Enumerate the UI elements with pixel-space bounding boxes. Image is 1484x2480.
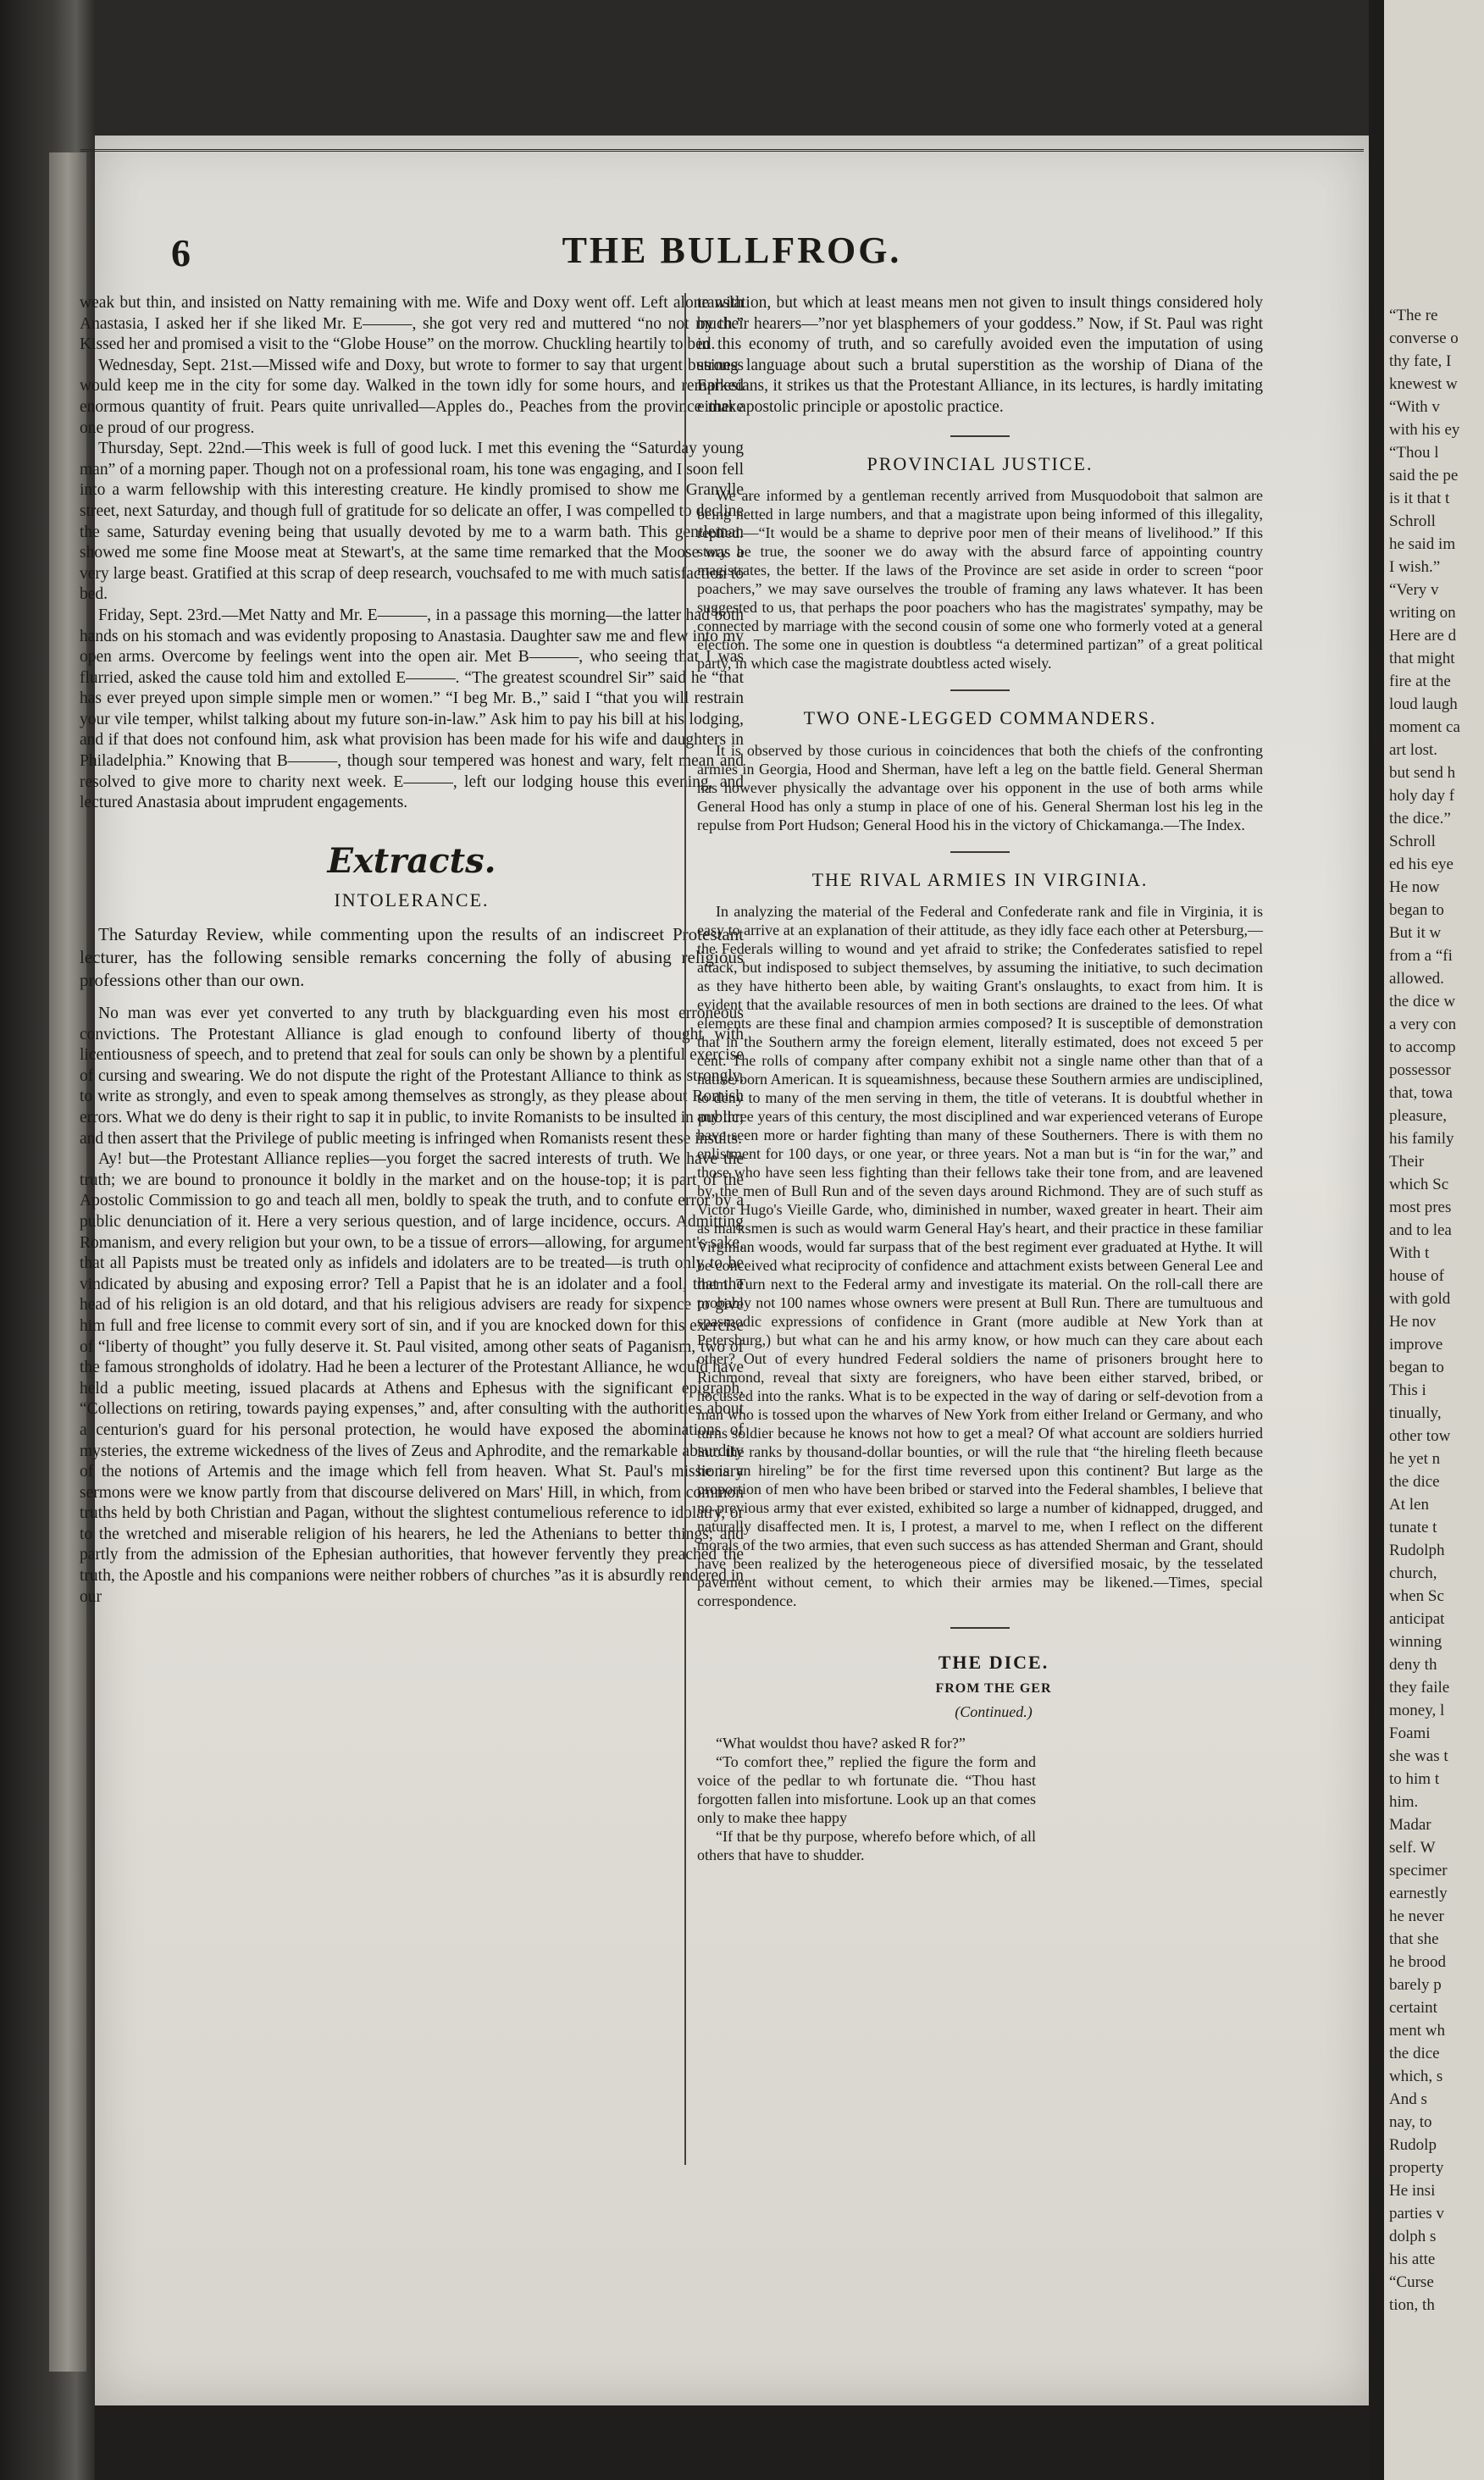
adjacent-page-fragment: tinually, <box>1389 1404 1442 1422</box>
adjacent-page-fragment: ment wh <box>1389 2022 1445 2040</box>
adjacent-page-fragment: money, l <box>1389 1702 1445 1719</box>
adjacent-page-fragment: to him t <box>1389 1770 1440 1788</box>
adjacent-page-fragment: thy fate, I <box>1389 352 1452 370</box>
adjacent-page-fragment: the dice <box>1389 1473 1440 1491</box>
column-divider <box>684 293 686 2165</box>
adjacent-page-fragment: most pres <box>1389 1198 1452 1216</box>
adjacent-page-fragment: Schroll <box>1389 512 1436 530</box>
adjacent-page-fragment: “With v <box>1389 398 1440 416</box>
adjacent-page-fragment: a very con <box>1389 1016 1457 1033</box>
dice-paragraph: “What wouldst thou have? asked R for?” <box>716 1735 966 1752</box>
adjacent-page-fragment: Their <box>1389 1153 1425 1171</box>
adjacent-page-fragment: the dice w <box>1389 993 1456 1010</box>
adjacent-page-fragment: I wish.” <box>1389 558 1441 576</box>
intolerance-paragraph: No man was ever yet converted to any truth by blackguarding even his most erroneous convictions. The Protestant Alliance is glad enough to confound liberty of thought with licentiousness of speech, and to pretend that zeal for souls can only be shown by a plentiful exercise of cursing and swearing. We do not dispute the right of the Protestant Alliance to think as strongly, to write as strongly, and even to speak among themselves as strongly, as they please about Romish errors. What we do deny is their right to sap it in public, to invite Romanists to be insulted in public; and then assert that the Privilege of public meeting is infringed when Romanists resent these insults. <box>80 1005 744 1148</box>
adjacent-page-fragment: deny th <box>1389 1656 1437 1674</box>
intolerance-headline: INTOLERANCE. <box>334 889 490 911</box>
adjacent-page-fragment: allowed. <box>1389 970 1444 988</box>
separator-rule <box>950 689 1010 691</box>
continuation-paragraph: translation, but which at least means men not given to insult things considered holy by their hearers—”nor yet blasphemers of your goddess.” Now, if St. Paul was right in this economy of truth, and so carefully avoided even the imputation of using strong language about such a brutal superstition as the worship of Diana of the Ephesians, it strikes us that the Protestant Alliance, in its lectures, is hardly imitating either apostolic principle or apostolic practice. <box>697 294 1263 416</box>
left-column <box>80 293 744 1608</box>
intolerance-intro: The Saturday Review, while commenting upon the results of an indiscreet Protestant lecturer, has the following sensible remarks concerning the folly of abusing religious professions other than our own. <box>80 924 744 991</box>
adjacent-page-fragment: other tow <box>1389 1427 1451 1445</box>
adjacent-page-fragment: they faile <box>1389 1679 1450 1697</box>
adjacent-page-fragment: his atte <box>1389 2250 1436 2268</box>
adjacent-page-fragment: which, s <box>1389 2068 1443 2085</box>
adjacent-page-fragment: from a “fi <box>1389 947 1453 965</box>
separator-rule <box>950 435 1010 437</box>
adjacent-page-fragment: anticipat <box>1389 1610 1445 1628</box>
adjacent-page-fragment: that might <box>1389 650 1455 667</box>
armies-headline: THE RIVAL ARMIES IN VIRGINIA. <box>811 868 1149 890</box>
adjacent-page-fragment: Schroll <box>1389 833 1436 850</box>
adjacent-page-fragment: Rudolph <box>1389 1542 1445 1559</box>
commanders-text: It is observed by those curious in coincidences that both the chiefs of the confronting armies in Georgia, Hood and Sherman, have left a leg on the battle field. General Sherman has however physically the advantage over his opponent in the use of both arms while General Hood has only a stump in place of one of his. General Sherman lost his leg in the repulse from Port Hudson; General Hood his in the victory of Chickamanga.—The Index. <box>697 741 1263 833</box>
adjacent-page-fragment: he never <box>1389 1907 1444 1925</box>
adjacent-page-fragment: knewest w <box>1389 375 1458 393</box>
adjacent-page-fragment: specimer <box>1389 1862 1448 1879</box>
dice-paragraph: “To comfort thee,” replied the figure the form and voice of the pedlar to wh fortunate die. “Thou hast forgotten fallen into misfortune. Look up an that comes only to make thee happy <box>697 1753 1036 1827</box>
adjacent-page-fragment: With t <box>1389 1244 1430 1262</box>
adjacent-page-fragment: earnestly <box>1389 1885 1448 1902</box>
adjacent-page-fragment: This i <box>1389 1381 1426 1399</box>
adjacent-page-fragment: and to lea <box>1389 1221 1452 1239</box>
adjacent-page-fragment: when Sc <box>1389 1587 1444 1605</box>
diary-paragraph: Friday, Sept. 23rd.—Met Natty and Mr. E———, in a passage this morning—the latter had both hands on his stomach and was evidently proposing to Anastasia. Daughter saw me and flew into my open arms. Overcome by feelings went into the open air. Met B———, who seeing that I was flurried, asked the cause told him and extolled E———. “The greatest scoundrel Sir” said he “that has ever preyed upon simple simple men or women.” “I beg Mr. B.,” said I “that you will restrain your vile temper, whilst talking about my future son-in-law.” Ask him to pay his bill at his lodging, and if that does not confound him, ask what provision has been made for his wife and daughters in Philadelphia.” Knowing that B———, though sour tempered was honest and wary, felt mean and resolved to give more to charity next week. E———, left our lodging house this evening, and lectured Anastasia about imprudent engagements. <box>80 606 744 812</box>
adjacent-page <box>1369 0 1484 2480</box>
adjacent-page-fragment: he yet n <box>1389 1450 1441 1468</box>
adjacent-page-fragment: but send h <box>1389 764 1456 782</box>
provincial-justice-headline: PROVINCIAL JUSTICE. <box>867 452 1094 474</box>
adjacent-page-fragment: pleasure, <box>1389 1107 1448 1125</box>
diary-paragraph: weak but thin, and insisted on Natty remaining with me. Wife and Doxy went off. Left alone with Anastasia, I asked her if she liked Mr. E———, she got very red and muttered “no not much.” Kissed her and promised a visit to the “Globe House” on the morrow. Chuckling heartily to bed. <box>80 294 744 354</box>
adjacent-page-fragment: improve <box>1389 1336 1443 1353</box>
masthead <box>95 229 1369 280</box>
adjacent-page-fragment: is it that t <box>1389 490 1450 507</box>
adjacent-page-fragment: he brood <box>1389 1953 1447 1971</box>
dice-continued: (Continued.) <box>955 1702 1033 1720</box>
adjacent-page-fragment: converse o <box>1389 329 1459 347</box>
adjacent-page-fragment: began to <box>1389 901 1444 919</box>
dice-text <box>697 1734 1036 1864</box>
adjacent-page-fragment: church, <box>1389 1564 1437 1582</box>
dice-paragraph: “If that be thy purpose, wherefo before which, of all others that have to shudder. <box>697 1828 1036 1864</box>
adjacent-page-fragment: And s <box>1389 2090 1427 2108</box>
adjacent-page-fragment: “Very v <box>1389 581 1439 599</box>
masthead-rule <box>80 149 1364 152</box>
adjacent-page-fragment: to accomp <box>1389 1038 1456 1056</box>
adjacent-page-fragment: He insi <box>1389 2182 1436 2200</box>
adjacent-page-fragment: which Sc <box>1389 1176 1449 1193</box>
diary-paragraph: Wednesday, Sept. 21st.—Missed wife and Doxy, but wrote to former to say that urgent business would keep me in the city for some day. Walked in the town idly for some hours, and remarked enormous quantity of fruit. Pears quite unrivalled—Apples do., Peaches from the province make one proud of our progress. <box>80 356 744 437</box>
intolerance-paragraph: Ay! but—the Protestant Alliance replies—you forget the sacred interests of truth. We have the truth; we are bound to pronounce it boldly in the market and on the house-top; it is part of the Apostolic Commission to go and teach all men, boldly to speak the truth, and to confute error by a public denunciation of it. Here a very serious question, and of large incidence, occurs. Admitting Romanism, and every religion but your own, to be a tissue of errors—allowing, for argument's sake, that all Papists must be treated only as infidels and idolaters are to be treated—is truth only to be vindicated by abusing and exposing error? Tell a Papist that he is an idolater and a fool, that the head of his religion is an old dotard, and that his religious advisers are ready for sixpence to give him full and free license to commit every sort of sin, and if you are knocked down for this exercise of “liberty of thought” you fully deserve it. St. Paul visited, among other seats of Paganism, two of the famous strongholds of idolatry. Had he been a lecturer of the Protestant Alliance, he would have held a public meeting, issued placards at Athens and Ephesus with the significant epigraph, “Collections on retiring, towards paying expenses,” and, after consulting with the authorities about a centurion's guard for his personal protection, he would have exposed the abominations of mysteries, the extreme wickedness of the lives of Zeus and Aphrodite, and the remarkable absurdity of the notions of Artemis and the image which fell from heaven. What St. Paul's missionary sermons were we know partly from that discourse delivered on Mars' Hill, in which, from common truths held by both Christian and Pagan, without the slightest contumelious reference to idolatry, or to the wretched and miserable religion of his hearers, he led the Athenians to better things; and partly from the admission of the Ephesian authorities, that however fervently they preached the truth, the Apostle and his companions were neither robbers of churches ”as it is absurdly rendered in our <box>80 1150 744 1606</box>
adjacent-page-fragment: self. W <box>1389 1839 1436 1857</box>
adjacent-page-fragment: Rudolp <box>1389 2136 1437 2154</box>
adjacent-page-fragment: “Curse <box>1389 2273 1434 2291</box>
adjacent-page-fragment: nay, to <box>1389 2113 1432 2131</box>
armies-text: In analyzing the material of the Federal and Confederate rank and file in Virginia, it is easy to arrive at an explanation of their attitude, as they idly face each other at Petersburg,—the Federals willing to wound and yet afraid to strike; the Confederates satisfied to repel attack, but indisposed to subject themselves, by assuming the initiative, to such decimation as they have hitherto been able, by waiting Grant's onslaughts, to exact from him. It is evident that the available resources of men in both sections are drained to the lees. Of what elements are these final and champion armies composed? It is susceptible of demonstration that in the Southern army the foreign element, literally estimated, does not exceed 5 per cent. The rolls of company after company exhibit not a single name other than that of a native-born American. It is squeamishness, because these Southern armies are undisciplined, to deny to many of the men serving in them, the title of veterans. It is doubtful whether in any three years of this century, the most disciplined and war experienced veterans of Europe have seen more or harder fighting than many of these Southerners. There is with them no enlistment for 100 days, or one year, or three years. Not a man but is “in for the war,” and those who have seen less fighting than their fellows take their tone from, and are leavened by, the men of Bull Run and of the seven days around Richmond. They are of such stuff as Victor Hugo's Vieille Garde, who, diminished in number, waxed greater in heart. Their aim as marksmen is such as would warm General Hay's heart, and their practice in these familiar Virginian woods, would far surpass that of the best regiment ever graduated at Hythe. It will be conceived what reciprocity of confidence and attachment exists between General Lee and them. Turn next to the Federal army and investigate its material. On the roll-call there are probably not 100 names whose owners were present at Bull Run. There are tumultuous and spasmodic expressions of confidence in Grant (more audible at New York than at Petersburg,) but what can he and his army know, or how much can they care about each other? Out of every hundred Federal soldiers the name of prisoners brought here to Richmond, reveal that sixty are foreigners, who have been either starved, bribed, or hocussed into the ranks. What is to be expected in the way of daring or self-devotion from a man who is tossed upon the wharves of New York from either Ireland or Germany, and who turns soldier because he knows not how to get a meal? Of what account are soldiers hurried into the ranks by thousand-dollar bounties, or will the rule that “the hireling fleeth because he is an hireling” be for the first time reversed upon this continent? But large as the proportion of men who have been bribed or starved into the Federal shambles, I believe that no previous army that ever existed, exhibited so large a number of kidnapped, drugged, and naturally disaffected men. It is, I protest, a marvel to me, when I reflect on the different morals of the two armies, that even such success as has attended Sherman and Grant, should have been realized by the heterogeneous piece of diversified mosaic, by the tesselated pavement without cement, to which their armies may be likened.—Times, special correspondence. <box>697 903 1263 1610</box>
adjacent-page-fragment: holy day f <box>1389 787 1455 805</box>
adjacent-page-fragment: the dice.” <box>1389 810 1451 828</box>
adjacent-page-fragment: winning <box>1389 1633 1442 1651</box>
adjacent-page-fragment: him. <box>1389 1793 1419 1811</box>
adjacent-page-fragment: art lost. <box>1389 741 1437 759</box>
adjacent-page-fragment: he said im <box>1389 535 1456 553</box>
adjacent-page-fragment: He nov <box>1389 1313 1437 1331</box>
adjacent-page-fragment: tion, th <box>1389 2296 1435 2314</box>
diary-paragraph: Thursday, Sept. 22nd.—This week is full of good luck. I met this evening the “Saturday young man” of a morning paper. Though not on a professional roam, his tone was engaging, and I soon fell into a warm fellowship with this interesting creature. He kindly promised to show me Granvlle street, next Saturday, and though full of gratitude for so delicate an offer, I was compelled to decline the same, Saturday evening being that usually devoted by me to a warm bath. This gentleman showed me some fine Moose meat at Stewart's, at the same time remarked that the Moose was a very large beast. Gratified at this scrap of deep research, vouchsafed to me with much satisfaction to bed. <box>80 440 744 604</box>
adjacent-page-fragment: with his ey <box>1389 421 1460 439</box>
dice-subhead: FROM THE GER <box>935 1680 1052 1696</box>
dice-story <box>824 1652 1163 1722</box>
adjacent-page-fragment: the dice <box>1389 2045 1440 2062</box>
extracts-section-title: Extracts. <box>327 840 496 881</box>
adjacent-page-fragment: Madar <box>1389 1816 1431 1834</box>
commanders-headline: TWO ONE-LEGGED COMMANDERS. <box>803 707 1157 729</box>
right-column <box>697 293 1263 1864</box>
adjacent-page-fragment: barely p <box>1389 1976 1442 1994</box>
adjacent-page-fragment: fire at the <box>1389 673 1451 690</box>
adjacent-page-fragment: moment ca <box>1389 718 1460 736</box>
adjacent-page-fragment: writing on <box>1389 604 1456 622</box>
adjacent-page-fragment: loud laugh <box>1389 695 1458 713</box>
adjacent-page-fragment: ed his eye <box>1389 855 1454 873</box>
adjacent-page-fragment: At len <box>1389 1496 1429 1514</box>
separator-rule <box>950 1627 1010 1629</box>
page-number: 6 <box>171 231 191 274</box>
adjacent-page-fragment: began to <box>1389 1359 1444 1376</box>
adjacent-page-fragment: “Thou l <box>1389 444 1439 462</box>
adjacent-page-fragment: tunate t <box>1389 1519 1437 1536</box>
adjacent-page-fragment: that she <box>1389 1930 1439 1948</box>
adjacent-page-fragment: parties v <box>1389 2205 1444 2223</box>
adjacent-page-fragment: that, towa <box>1389 1084 1453 1102</box>
adjacent-page-fragment: house of <box>1389 1267 1444 1285</box>
adjacent-page-fragment: certaint <box>1389 1999 1437 2017</box>
adjacent-page-fragment: “The re <box>1389 307 1438 324</box>
adjacent-page-fragment: dolph s <box>1389 2228 1437 2245</box>
adjacent-page-fragment: Foami <box>1389 1724 1431 1742</box>
adjacent-page-fragment: possessor <box>1389 1061 1451 1079</box>
bottom-shadow <box>95 2405 1369 2480</box>
adjacent-page-fragment: she was t <box>1389 1747 1448 1765</box>
adjacent-page-fragment: with gold <box>1389 1290 1451 1308</box>
dice-headline: THE DICE. <box>938 1652 1049 1674</box>
newspaper-title: THE BULLFROG. <box>562 230 902 271</box>
adjacent-page-fragment: Here are d <box>1389 627 1457 645</box>
adjacent-page-fragment: said the pe <box>1389 467 1459 484</box>
adjacent-page-fragment: But it w <box>1389 924 1442 942</box>
separator-rule <box>950 851 1010 853</box>
provincial-justice-text: We are informed by a gentleman recently arrived from Musquodoboit that salmon are being netted in large numbers, and that a magistrate upon being informed of this illegality, replied.—“It would be a shame to deprive poor men of their means of livelihood.” If this story be true, the sooner we do away with the absurd farce of appointing country magistrates, the better. If the laws of the Province are set aside in order to screen “poor poachers,” we may save ourselves the trouble of framing any laws whatever. It has been suggested to us, that perhaps the poor poachers who has the magistrates' sympathy, may be connected by marriage with the second cousin of some one who formerly voted at a general election. The some one in question is doubtless “a determined partizan” of a great political party, in which case the magistrate doubtless acted wisely. <box>697 487 1263 673</box>
adjacent-page-fragment: He now <box>1389 878 1440 896</box>
adjacent-page-fragment: property <box>1389 2159 1444 2177</box>
adjacent-page-fragment: his family <box>1389 1130 1454 1148</box>
